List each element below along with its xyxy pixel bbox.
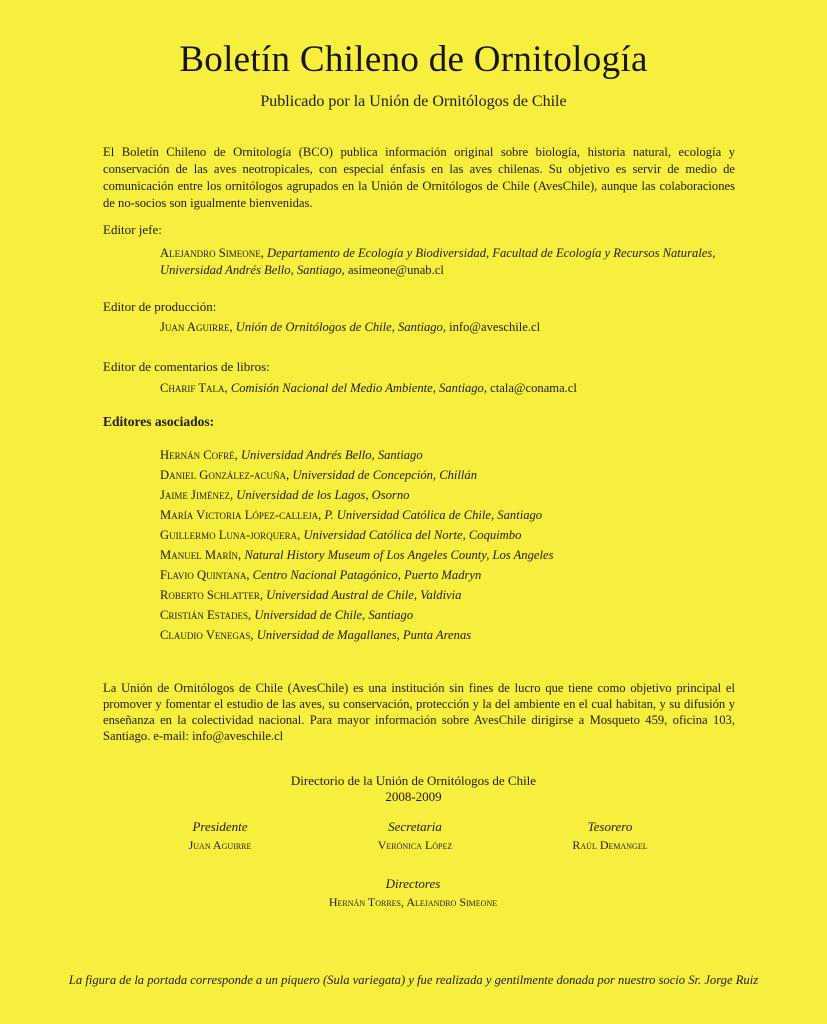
list-item: Daniel González-acuña, Universidad de Concepción, Chillán [160,468,477,482]
editor-jefe-entry: Alejandro Simeone, Departamento de Ecología y Biodiversidad, Facultad de Ecología y Recursos Naturales, Universidad Andrés Bello, Santiago, asimeone@unab.cl [160,246,716,277]
list-item: Jaime Jiménez, Universidad de los Lagos, Osorno [160,488,410,502]
presidente-name: Juan Aguirre [188,838,252,852]
editor-jefe-label: Editor jefe: [103,222,162,237]
associate-affiliation: P. Universidad Católica de Chile, Santiago [324,508,543,522]
list-item: Guillermo Luna-jorquera, Universidad Católica del Norte, Coquimbo [160,528,522,542]
secretaria-name: Verónica López [377,838,453,852]
associate-affiliation: Universidad de Concepción, Chillán [292,468,477,482]
associate-name: Hernán Cofré [160,448,235,462]
cover-note: La figura de la portada corresponde a un piquero (Sula variegata) y fue realizada y gentilmente donada por nuestro socio Sr. Jorge Ruiz [68,973,759,987]
associate-affiliation: Universidad Austral de Chile, Valdivia [266,588,462,602]
associate-name: Daniel González-acuña [160,468,287,482]
list-item: Manuel Marín, Natural History Museum of Los Angeles County, Los Angeles [160,548,554,562]
directorio-heading [0,773,827,805]
journal-subtitle: Publicado por la Unión de Ornitólogos de Chile [260,93,567,110]
associate-affiliation: Universidad de Chile, Santiago [254,608,414,622]
associate-name: Guillermo Luna-jorquera [160,528,298,542]
secretaria-block [330,818,500,854]
editor-libros-name: Charif Tala [160,381,225,395]
associate-affiliation: Universidad de Magallanes, Punta Arenas [256,628,472,642]
directores-role: Directores [385,876,441,891]
directorio-title: Directorio de la Unión de Ornitólogos de Chile [290,773,537,788]
associate-name: Claudio Venegas [160,628,251,642]
presidente-role: Presidente [192,819,248,834]
tesorero-role: Tesorero [587,819,633,834]
associate-affiliation: Universidad de los Lagos, Osorno [236,488,410,502]
presidente-block [140,818,300,854]
associate-name: Flavio Quintana [160,568,247,582]
associate-name: Jaime Jiménez [160,488,230,502]
editor-produccion-entry: Juan Aguirre, Unión de Ornitólogos de Chile, Santiago, info@aveschile.cl [160,320,541,334]
tesorero-name: Raúl Demangel [572,838,648,852]
associate-name: Roberto Schlatter [160,588,260,602]
editor-libros-entry: Charif Tala, Comisión Nacional del Medio Ambiente, Santiago, ctala@conama.cl [160,381,577,395]
editores-asociados-label: Editores asociados: [103,414,215,429]
intro-paragraph: El Boletín Chileno de Ornitología (BCO) publica información original sobre biología, historia natural, ecología y conservación de las aves neotropicales, con especial énfasis en las aves chilenas. Su objetivo es servir de medio de comunicación entre los ornitólogos agrupados en la Unión de Ornitólogos de Chile (AvesChile), aunque las colaboraciones de no-socios son igualmente bienvenidas. [103,145,735,210]
editores-asociados-list [160,445,740,645]
list-item: Hernán Cofré, Universidad Andrés Bello, Santiago [160,448,423,462]
editor-produccion-name: Juan Aguirre [160,320,230,334]
editor-libros-affiliation: Comisión Nacional del Medio Ambiente, Santiago [230,381,484,395]
directorio-years: 2008-2009 [385,789,442,804]
associate-name: Manuel Marín [160,548,239,562]
list-item: Roberto Schlatter, Universidad Austral de Chile, Valdivia [160,588,462,602]
organization-paragraph: La Unión de Ornitólogos de Chile (AvesChile) es una institución sin fines de lucro que tiene como objetivo principal el promover y fomentar el estudio de las aves, su conservación, protección y la del ambiente en el cual habitan, y su difusión y enseñanza en la colectividad nacional. Para mayor información sobre AvesChile dirigirse a Mosqueto 459, oficina 103, Santiago. e-mail: info@aveschile.cl [103,681,735,743]
associate-name: María Victoria López-calleja [160,508,319,522]
editor-libros-email: ctala@conama.cl [490,381,577,395]
directores-block [263,875,563,911]
associate-affiliation: Universidad Andrés Bello, Santiago [240,448,423,462]
editor-libros-label: Editor de comentarios de libros: [103,359,270,374]
editor-produccion-affiliation: Unión de Ornitólogos de Chile, Santiago [235,320,443,334]
editor-jefe-affiliation: Departamento de Ecología y Biodiversidad, Facultad de Ecología y Recursos Naturales, Universidad Andrés Bello, Santiago [160,246,716,277]
associate-affiliation: Centro Nacional Patagónico, Puerto Madryn [252,568,482,582]
directores-names: Hernán Torres, Alejandro Simeone [328,895,498,909]
editor-jefe-name: Alejandro Simeone [160,246,261,260]
tesorero-block [530,818,690,854]
list-item: Flavio Quintana, Centro Nacional Patagónico, Puerto Madryn [160,568,482,582]
editor-jefe-email: asimeone@unab.cl [347,263,444,277]
list-item: María Victoria López-calleja, P. Universidad Católica de Chile, Santiago [160,508,543,522]
editor-produccion-email: info@aveschile.cl [449,320,541,334]
associate-name: Cristián Estades [160,608,249,622]
list-item: Cristián Estades, Universidad de Chile, Santiago [160,608,414,622]
editor-produccion-label: Editor de producción: [103,299,217,314]
list-item: Claudio Venegas, Universidad de Magallanes, Punta Arenas [160,628,472,642]
secretaria-role: Secretaria [388,819,442,834]
journal-title: Boletín Chileno de Ornitología [179,39,648,80]
associate-affiliation: Natural History Museum of Los Angeles County, Los Angeles [244,548,554,562]
associate-affiliation: Universidad Católica del Norte, Coquimbo [303,528,522,542]
